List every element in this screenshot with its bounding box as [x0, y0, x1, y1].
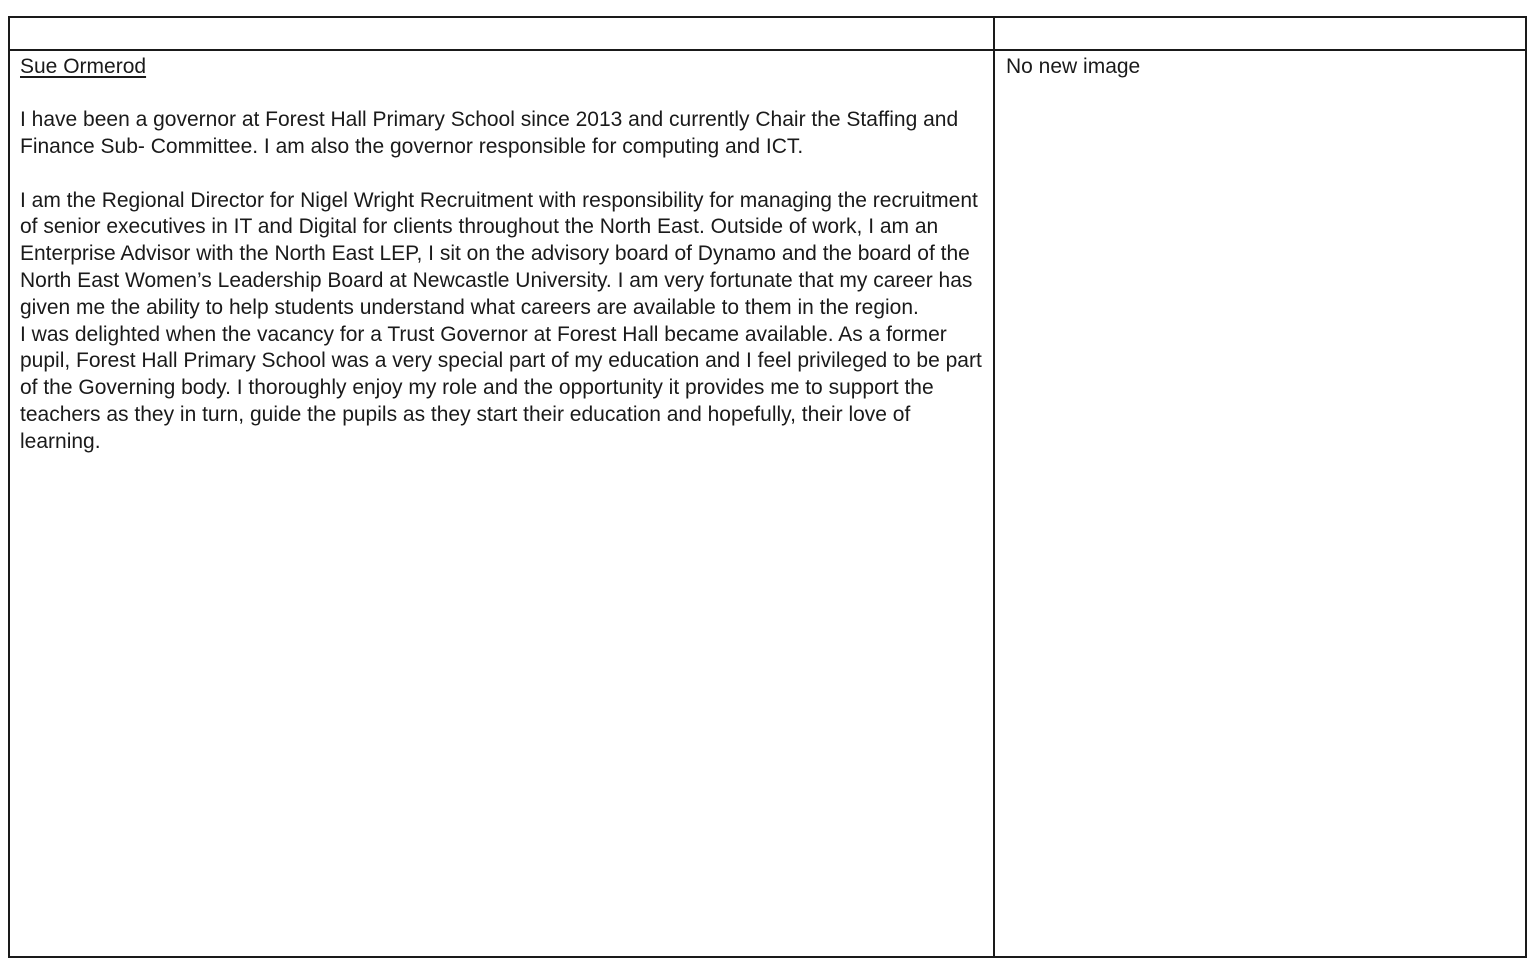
governor-name: Sue Ormerod [20, 55, 147, 78]
profile-paragraph-2: I am the Regional Director for Nigel Wright Recruitment with responsibility for managing the recruitment of senior executives in IT and Digital for clients throughout the North East. Outside of work, I am an Enterprise Advisor with the North East LEP, I sit on the advisory board of Dynamo and the board of the North East Women’s Leadership Board at Newcastle University. I am very fortunate that my career has given me the ability to help students understand what careers are available to them in the region. [20, 188, 978, 319]
profile-cell [9, 50, 994, 957]
table-row [9, 50, 1526, 957]
header-cell-right [994, 17, 1526, 50]
spacer [20, 80, 983, 107]
governor-profile-table [8, 16, 1527, 958]
header-cell-left [9, 17, 994, 50]
no-image-note: No new image [1006, 55, 1141, 78]
table-header-row [9, 17, 1526, 50]
spacer [20, 161, 983, 188]
profile-paragraph-1: I have been a governor at Forest Hall Primary School since 2013 and currently Chair the Staffing and Finance Sub- Committee. I am also the governor responsible for computing and ICT. [20, 108, 959, 158]
image-cell [994, 50, 1526, 957]
profile-paragraph-3: I was delighted when the vacancy for a Trust Governor at Forest Hall became available. As a former pupil, Forest Hall Primary School was a very special part of my education and I feel privileged to be part of the Governing body. I thoroughly enjoy my role and the opportunity it provides me to support the teachers as they in turn, guide the pupils as they start their education and hopefully, their love of learning. [20, 322, 982, 453]
